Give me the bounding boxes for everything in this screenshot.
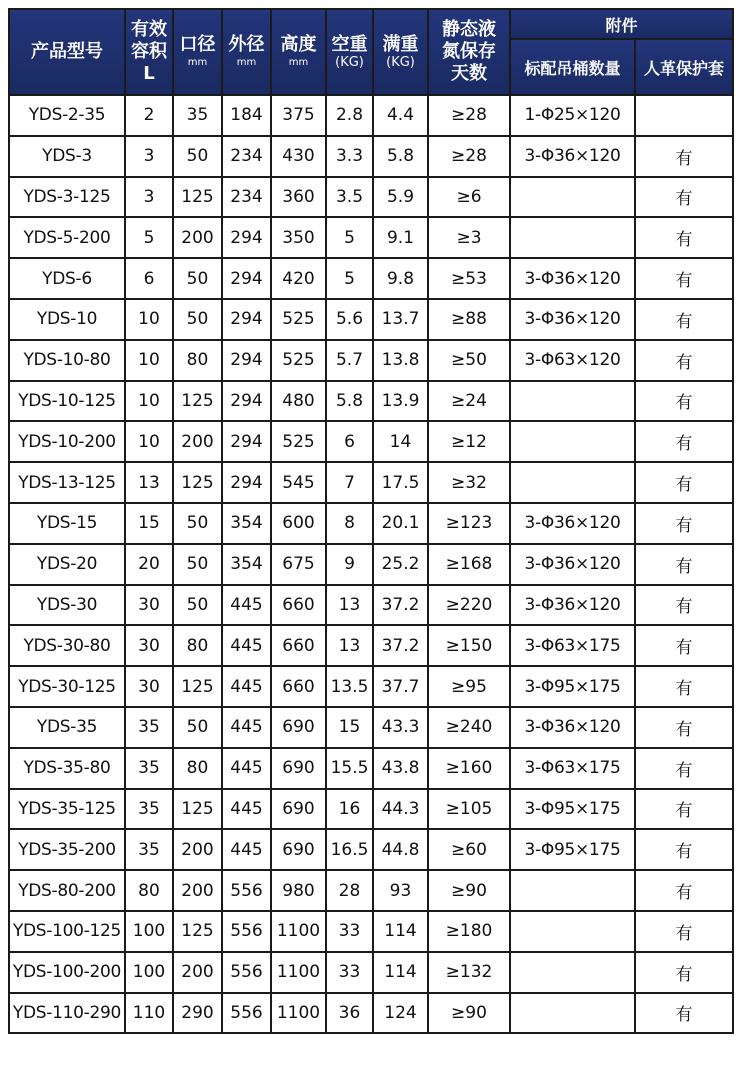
cell-cover: 有 [636,178,732,217]
table-row [10,259,732,298]
header-outer: 外径 mm [223,10,270,94]
cell-outer: 556 [223,953,270,992]
cell-static-days: ≥24 [429,382,509,421]
cell-outer: 445 [223,708,270,747]
cell-bucket [511,994,634,1033]
cell-capacity: 10 [126,422,172,461]
spec-table-container [8,8,734,1034]
cell-outer: 354 [223,504,270,543]
cell-outer: 234 [223,178,270,217]
table-row [10,341,732,380]
cell-outer: 294 [223,463,270,502]
cell-neck: 200 [174,218,221,257]
cell-bucket: 3-Φ36×120 [511,259,634,298]
cell-bucket: 3-Φ36×120 [511,137,634,176]
cell-static-days: ≥3 [429,218,509,257]
table-row [10,463,732,502]
cell-empty-weight: 5.8 [327,382,372,421]
cell-capacity: 30 [126,626,172,665]
cell-capacity: 20 [126,545,172,584]
cell-height: 1100 [272,994,325,1033]
cell-capacity: 10 [126,341,172,380]
table-row [10,586,732,625]
cell-static-days: ≥12 [429,422,509,461]
cell-neck: 50 [174,137,221,176]
cell-height: 430 [272,137,325,176]
cell-model: YDS-3-125 [10,178,124,217]
cell-capacity: 30 [126,667,172,706]
table-row [10,300,732,339]
cell-model: YDS-35-125 [10,790,124,829]
cell-height: 350 [272,218,325,257]
cell-empty-weight: 3.5 [327,178,372,217]
cell-full-weight: 114 [374,953,427,992]
cell-neck: 200 [174,830,221,869]
cell-empty-weight: 3.3 [327,137,372,176]
cell-outer: 294 [223,341,270,380]
cell-model: YDS-10 [10,300,124,339]
cell-outer: 445 [223,790,270,829]
cell-full-weight: 44.8 [374,830,427,869]
cell-empty-weight: 16.5 [327,830,372,869]
cell-full-weight: 9.1 [374,218,427,257]
cell-height: 690 [272,708,325,747]
cell-full-weight: 43.3 [374,708,427,747]
cell-model: YDS-3 [10,137,124,176]
cell-empty-weight: 5 [327,218,372,257]
cell-cover: 有 [636,830,732,869]
header-cover: 人革保护套 [636,40,732,94]
cell-model: YDS-15 [10,504,124,543]
cell-cover: 有 [636,953,732,992]
cell-static-days: ≥90 [429,994,509,1033]
cell-bucket: 3-Φ36×120 [511,545,634,584]
table-row [10,912,732,951]
cell-capacity: 80 [126,871,172,910]
cell-height: 525 [272,422,325,461]
cell-full-weight: 5.9 [374,178,427,217]
cell-capacity: 13 [126,463,172,502]
cell-bucket: 3-Φ95×175 [511,790,634,829]
cell-model: YDS-35-80 [10,749,124,788]
cell-outer: 556 [223,994,270,1033]
cell-full-weight: 25.2 [374,545,427,584]
cell-empty-weight: 13.5 [327,667,372,706]
cell-empty-weight: 13 [327,586,372,625]
table-row [10,708,732,747]
cell-static-days: ≥132 [429,953,509,992]
cell-capacity: 10 [126,300,172,339]
cell-static-days: ≥105 [429,790,509,829]
cell-empty-weight: 5.6 [327,300,372,339]
cell-cover: 有 [636,626,732,665]
cell-empty-weight: 16 [327,790,372,829]
cell-full-weight: 17.5 [374,463,427,502]
table-row [10,749,732,788]
cell-height: 545 [272,463,325,502]
cell-cover: 有 [636,137,732,176]
cell-height: 420 [272,259,325,298]
table-row [10,545,732,584]
cell-empty-weight: 36 [327,994,372,1033]
table-row [10,871,732,910]
cell-capacity: 5 [126,218,172,257]
cell-full-weight: 93 [374,871,427,910]
cell-neck: 80 [174,626,221,665]
cell-bucket: 3-Φ95×175 [511,667,634,706]
table-header [10,10,732,94]
cell-empty-weight: 9 [327,545,372,584]
cell-static-days: ≥53 [429,259,509,298]
cell-neck: 50 [174,708,221,747]
cell-static-days: ≥240 [429,708,509,747]
cell-model: YDS-6 [10,259,124,298]
table-body [10,96,732,1032]
cell-bucket [511,953,634,992]
cell-static-days: ≥95 [429,667,509,706]
cell-capacity: 35 [126,830,172,869]
cell-bucket: 1-Φ25×120 [511,96,634,135]
table-row [10,178,732,217]
cell-model: YDS-80-200 [10,871,124,910]
cell-bucket [511,218,634,257]
cell-capacity: 35 [126,790,172,829]
cell-outer: 354 [223,545,270,584]
cell-neck: 200 [174,422,221,461]
cell-height: 660 [272,586,325,625]
cell-cover: 有 [636,749,732,788]
cell-model: YDS-2-35 [10,96,124,135]
cell-cover: 有 [636,422,732,461]
cell-neck: 125 [174,178,221,217]
cell-static-days: ≥60 [429,830,509,869]
cell-cover: 有 [636,586,732,625]
cell-height: 675 [272,545,325,584]
cell-outer: 184 [223,96,270,135]
cell-height: 1100 [272,912,325,951]
table-row [10,422,732,461]
cell-empty-weight: 8 [327,504,372,543]
cell-neck: 290 [174,994,221,1033]
cell-neck: 200 [174,871,221,910]
cell-neck: 125 [174,912,221,951]
cell-height: 690 [272,790,325,829]
cell-bucket [511,912,634,951]
table-row [10,218,732,257]
cell-capacity: 35 [126,708,172,747]
cell-model: YDS-30 [10,586,124,625]
cell-cover: 有 [636,667,732,706]
header-capacity: 有效 容积 L [126,10,172,94]
cell-outer: 294 [223,300,270,339]
cell-capacity: 3 [126,137,172,176]
cell-bucket: 3-Φ36×120 [511,586,634,625]
cell-model: YDS-10-125 [10,382,124,421]
cell-bucket: 3-Φ36×120 [511,504,634,543]
cell-neck: 50 [174,504,221,543]
cell-model: YDS-100-200 [10,953,124,992]
cell-outer: 445 [223,626,270,665]
cell-capacity: 100 [126,953,172,992]
header-empty-weight: 空重 (KG) [327,10,372,94]
cell-empty-weight: 6 [327,422,372,461]
table-row [10,382,732,421]
header-height: 高度 mm [272,10,325,94]
cell-height: 690 [272,830,325,869]
cell-static-days: ≥50 [429,341,509,380]
cell-bucket: 3-Φ63×175 [511,749,634,788]
cell-static-days: ≥168 [429,545,509,584]
cell-capacity: 35 [126,749,172,788]
cell-full-weight: 44.3 [374,790,427,829]
cell-static-days: ≥123 [429,504,509,543]
cell-bucket: 3-Φ63×175 [511,626,634,665]
cell-outer: 445 [223,830,270,869]
cell-full-weight: 37.2 [374,626,427,665]
cell-cover: 有 [636,871,732,910]
header-neck: 口径 mm [174,10,221,94]
header-model: 产品型号 [10,10,124,94]
cell-model: YDS-13-125 [10,463,124,502]
cell-capacity: 110 [126,994,172,1033]
cell-height: 480 [272,382,325,421]
cell-height: 375 [272,96,325,135]
cell-full-weight: 37.7 [374,667,427,706]
cell-empty-weight: 13 [327,626,372,665]
cell-static-days: ≥90 [429,871,509,910]
cell-bucket [511,178,634,217]
cell-outer: 294 [223,259,270,298]
table-row [10,830,732,869]
cell-neck: 50 [174,259,221,298]
cell-cover: 有 [636,545,732,584]
cell-full-weight: 13.9 [374,382,427,421]
header-bucket: 标配吊桶数量 [511,40,634,94]
table-row [10,953,732,992]
cell-model: YDS-35-200 [10,830,124,869]
spec-table [8,8,734,1034]
cell-full-weight: 13.8 [374,341,427,380]
table-row [10,667,732,706]
cell-height: 1100 [272,953,325,992]
cell-height: 360 [272,178,325,217]
cell-cover [636,96,732,135]
cell-capacity: 6 [126,259,172,298]
cell-neck: 125 [174,790,221,829]
cell-cover: 有 [636,463,732,502]
cell-static-days: ≥88 [429,300,509,339]
cell-capacity: 15 [126,504,172,543]
cell-outer: 294 [223,218,270,257]
cell-outer: 556 [223,912,270,951]
cell-outer: 445 [223,586,270,625]
cell-empty-weight: 28 [327,871,372,910]
cell-neck: 50 [174,586,221,625]
cell-model: YDS-110-290 [10,994,124,1033]
cell-outer: 294 [223,422,270,461]
cell-bucket [511,422,634,461]
cell-capacity: 2 [126,96,172,135]
cell-cover: 有 [636,912,732,951]
cell-static-days: ≥6 [429,178,509,217]
cell-height: 525 [272,300,325,339]
cell-bucket [511,463,634,502]
cell-empty-weight: 15.5 [327,749,372,788]
cell-full-weight: 13.7 [374,300,427,339]
cell-outer: 445 [223,667,270,706]
cell-model: YDS-30-125 [10,667,124,706]
cell-bucket [511,382,634,421]
table-row [10,96,732,135]
cell-height: 600 [272,504,325,543]
cell-static-days: ≥220 [429,586,509,625]
cell-model: YDS-100-125 [10,912,124,951]
cell-neck: 80 [174,749,221,788]
cell-full-weight: 14 [374,422,427,461]
table-row [10,137,732,176]
cell-neck: 125 [174,463,221,502]
cell-bucket [511,871,634,910]
table-row [10,994,732,1033]
header-static-days: 静态液 氮保存 天数 [429,10,509,94]
cell-cover: 有 [636,790,732,829]
cell-bucket: 3-Φ95×175 [511,830,634,869]
cell-height: 690 [272,749,325,788]
cell-cover: 有 [636,504,732,543]
table-row [10,626,732,665]
cell-height: 980 [272,871,325,910]
header-accessories: 附件 [511,10,732,38]
cell-cover: 有 [636,300,732,339]
cell-model: YDS-35 [10,708,124,747]
cell-bucket: 3-Φ36×120 [511,708,634,747]
cell-static-days: ≥160 [429,749,509,788]
cell-full-weight: 5.8 [374,137,427,176]
cell-model: YDS-5-200 [10,218,124,257]
cell-neck: 125 [174,382,221,421]
cell-full-weight: 43.8 [374,749,427,788]
cell-neck: 200 [174,953,221,992]
cell-neck: 125 [174,667,221,706]
cell-neck: 80 [174,341,221,380]
cell-full-weight: 4.4 [374,96,427,135]
cell-model: YDS-20 [10,545,124,584]
cell-full-weight: 9.8 [374,259,427,298]
cell-height: 660 [272,626,325,665]
cell-static-days: ≥150 [429,626,509,665]
cell-model: YDS-10-80 [10,341,124,380]
cell-neck: 50 [174,545,221,584]
cell-height: 525 [272,341,325,380]
cell-outer: 294 [223,382,270,421]
cell-empty-weight: 5.7 [327,341,372,380]
cell-neck: 50 [174,300,221,339]
cell-bucket: 3-Φ36×120 [511,300,634,339]
cell-static-days: ≥180 [429,912,509,951]
table-row [10,504,732,543]
cell-model: YDS-30-80 [10,626,124,665]
cell-full-weight: 114 [374,912,427,951]
cell-outer: 234 [223,137,270,176]
cell-capacity: 10 [126,382,172,421]
cell-capacity: 100 [126,912,172,951]
cell-model: YDS-10-200 [10,422,124,461]
header-full-weight: 满重 (KG) [374,10,427,94]
cell-bucket: 3-Φ63×120 [511,341,634,380]
cell-full-weight: 20.1 [374,504,427,543]
cell-empty-weight: 15 [327,708,372,747]
cell-empty-weight: 5 [327,259,372,298]
cell-full-weight: 37.2 [374,586,427,625]
cell-outer: 556 [223,871,270,910]
cell-capacity: 3 [126,178,172,217]
cell-cover: 有 [636,708,732,747]
cell-capacity: 30 [126,586,172,625]
cell-cover: 有 [636,382,732,421]
cell-static-days: ≥32 [429,463,509,502]
cell-height: 660 [272,667,325,706]
cell-cover: 有 [636,259,732,298]
cell-empty-weight: 2.8 [327,96,372,135]
cell-cover: 有 [636,994,732,1033]
cell-cover: 有 [636,341,732,380]
cell-outer: 445 [223,749,270,788]
cell-static-days: ≥28 [429,137,509,176]
table-row [10,790,732,829]
cell-full-weight: 124 [374,994,427,1033]
cell-empty-weight: 33 [327,912,372,951]
cell-empty-weight: 33 [327,953,372,992]
cell-empty-weight: 7 [327,463,372,502]
cell-neck: 35 [174,96,221,135]
cell-static-days: ≥28 [429,96,509,135]
cell-cover: 有 [636,218,732,257]
